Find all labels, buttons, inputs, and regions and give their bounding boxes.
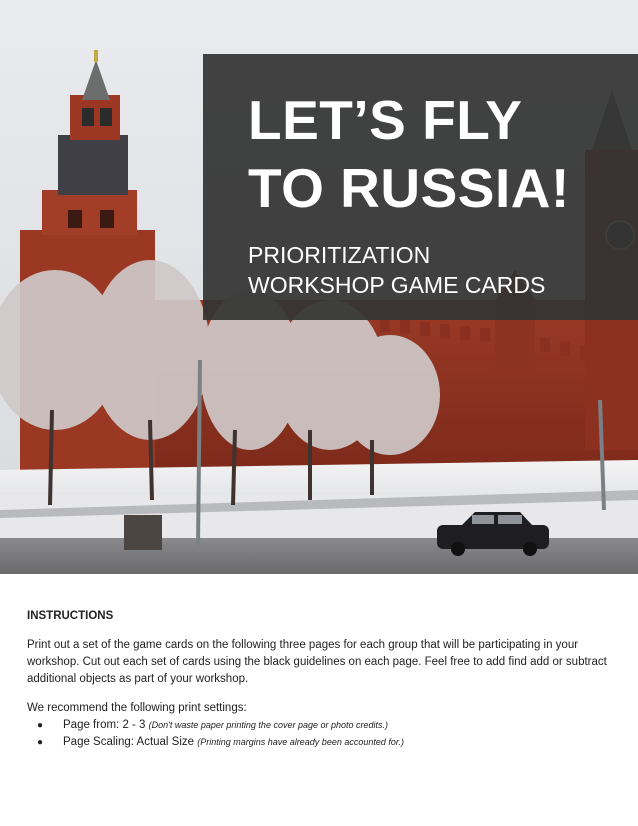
list-item <box>37 734 617 751</box>
setting-note: (Printing margins have already been accounted for.) <box>197 737 405 747</box>
title-banner <box>203 54 638 320</box>
settings-list <box>27 717 617 751</box>
instructions-heading: INSTRUCTIONS <box>27 610 114 622</box>
settings-intro: We recommend the following print settings: <box>27 702 247 714</box>
instructions-paragraph: Print out a set of the game cards on the following three pages for each group that will be participating in your workshop. Cut out each set of cards using the black guidelines on each page. Feel free to add find add or subtract additional objects as part of your workshop. <box>27 639 607 685</box>
title-line-2: TO RUSSIA! <box>248 157 570 219</box>
subtitle <box>248 240 638 300</box>
setting-label: Page Scaling: Actual Size <box>63 736 198 748</box>
bullet-icon: ● <box>37 720 44 731</box>
title-line-1: LET’S FLY <box>248 89 523 151</box>
bullet-icon: ● <box>37 737 44 748</box>
subtitle-line-2: WORKSHOP GAME CARDS <box>248 272 546 298</box>
setting-label: Page from: 2 - 3 <box>63 719 149 731</box>
setting-note: (Don't waste paper printing the cover page or photo credits.) <box>148 720 389 730</box>
instructions-section <box>27 608 617 751</box>
list-item <box>37 717 617 734</box>
subtitle-line-1: PRIORITIZATION <box>248 242 431 268</box>
